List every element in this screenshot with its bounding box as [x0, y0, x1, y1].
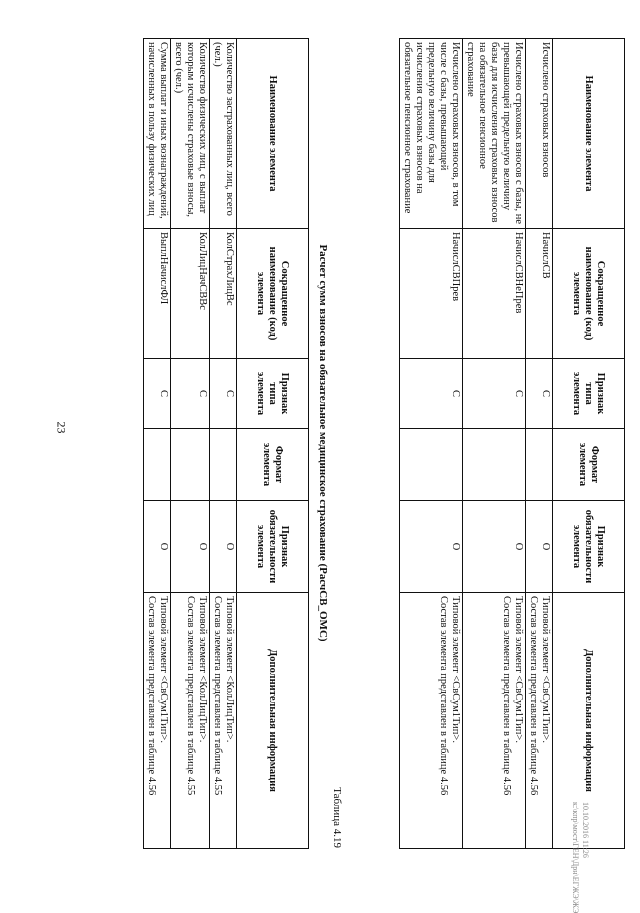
table-row: [400, 39, 463, 849]
cell-code: НачислСВ: [526, 229, 553, 359]
header-mandatory: Признак обязательности элемента: [237, 501, 309, 593]
cell-code: КолЛицНачСВВс: [171, 229, 210, 359]
cell-code: ВыплНачислФЛ: [144, 229, 171, 359]
cell-mandatory: О: [171, 501, 210, 593]
cell-format: [400, 429, 463, 501]
print-stamp: [570, 802, 590, 913]
stamp-line: 10.10.2016 11:26: [581, 802, 590, 858]
header-info: Дополнительная информация: [553, 593, 625, 849]
cell-name: Исчислено страховых взносов, в том числе с базы, превышающей предельную величину базы для исчисления страховых взносов на обязательное пенсионное страхование: [400, 39, 463, 229]
cell-name: Количество застрахованных лиц, всего (чел.): [210, 39, 237, 229]
cell-info: [526, 593, 553, 849]
info-line: Состав элемента представлен в таблице 4.56: [528, 596, 539, 796]
cell-name: Исчислено страховых взносов: [526, 39, 553, 229]
header-type: Признак типа элемента: [237, 359, 309, 429]
elements-table-continued: [399, 38, 625, 849]
cell-mandatory: О: [400, 501, 463, 593]
info-line: Типовой элемент <СвСум1Тип>.: [513, 596, 524, 743]
cell-mandatory: О: [526, 501, 553, 593]
cell-format: [463, 429, 526, 501]
header-name: Наименование элемента: [237, 39, 309, 229]
table-number: Таблица 4.19: [331, 787, 343, 848]
header-name: Наименование элемента: [553, 39, 625, 229]
cell-format: [210, 429, 237, 501]
cell-mandatory: О: [210, 501, 237, 593]
info-line: Состав элемента представлен в таблице 4.55: [212, 596, 223, 796]
info-line: Типовой элемент <СвСум1Тип>.: [450, 596, 461, 743]
info-line: Типовой элемент <КолЛицТип>.: [224, 596, 235, 743]
cell-info: [210, 593, 237, 849]
info-line: Типовой элемент <СвСум1Тип>.: [158, 596, 169, 743]
cell-format: [171, 429, 210, 501]
info-line: Состав элемента представлен в таблице 4.56: [438, 596, 449, 796]
cell-type: С: [171, 359, 210, 429]
table-row: [144, 39, 171, 849]
cell-info: [144, 593, 171, 849]
cell-name: Количество физических лиц, с выплат которым исчислены страховые взносы, всего (чел.): [171, 39, 210, 229]
header-type: Признак типа элемента: [553, 359, 625, 429]
cell-type: С: [526, 359, 553, 429]
cell-mandatory: О: [463, 501, 526, 593]
table-row: [463, 39, 526, 849]
table-row: [210, 39, 237, 849]
cell-mandatory: О: [144, 501, 171, 593]
header-code: Сокращенное наименование (код) элемента: [553, 229, 625, 359]
cell-type: С: [210, 359, 237, 429]
header-format: Формат элемента: [553, 429, 625, 501]
stamp-line: к:\кпр\мост\ГЕН\Дрн\ЕГЖЭ\ЖЭ: [571, 802, 580, 913]
table-row: [526, 39, 553, 849]
header-format: Формат элемента: [237, 429, 309, 501]
info-line: Состав элемента представлен в таблице 4.56: [501, 596, 512, 796]
cell-name: Сумма выплат и иных вознаграждений, начисленных в пользу физических лиц: [144, 39, 171, 229]
cell-name: Исчислено страховых взносов с базы, не превышающей предельную величину базы для исчисления страховых взносов на обязательное пенсионное страхование: [463, 39, 526, 229]
info-line: Состав элемента представлен в таблице 4.56: [146, 596, 157, 796]
cell-info: [171, 593, 210, 849]
header-mandatory: Признак обязательности элемента: [553, 501, 625, 593]
header-code: Сокращенное наименование (код) элемента: [237, 229, 309, 359]
cell-code: НачислСВПрев: [400, 229, 463, 359]
cell-format: [144, 429, 171, 501]
landscape-content: [105, 38, 625, 848]
info-line: Состав элемента представлен в таблице 4.55: [185, 596, 196, 796]
cell-code: КолСтрахЛицВс: [210, 229, 237, 359]
table-title: Расчет сумм взносов на обязательное медицинское страхование (РасчСВ_ОМС): [317, 244, 329, 642]
oms-table: [143, 38, 309, 849]
table-header-row: [553, 39, 625, 849]
cell-code: НачислСВНеПрев: [463, 229, 526, 359]
cell-type: С: [144, 359, 171, 429]
cell-type: С: [463, 359, 526, 429]
header-info: Дополнительная информация: [237, 593, 309, 849]
table-row: [171, 39, 210, 849]
table-header-row: [237, 39, 309, 849]
info-line: Типовой элемент <СвСум1Тип>.: [540, 596, 551, 743]
cell-type: С: [400, 359, 463, 429]
cell-info: [400, 593, 463, 849]
cell-info: [463, 593, 526, 849]
page-number: 23: [54, 421, 69, 434]
cell-format: [526, 429, 553, 501]
info-line: Типовой элемент <КолЛицТип>.: [197, 596, 208, 743]
